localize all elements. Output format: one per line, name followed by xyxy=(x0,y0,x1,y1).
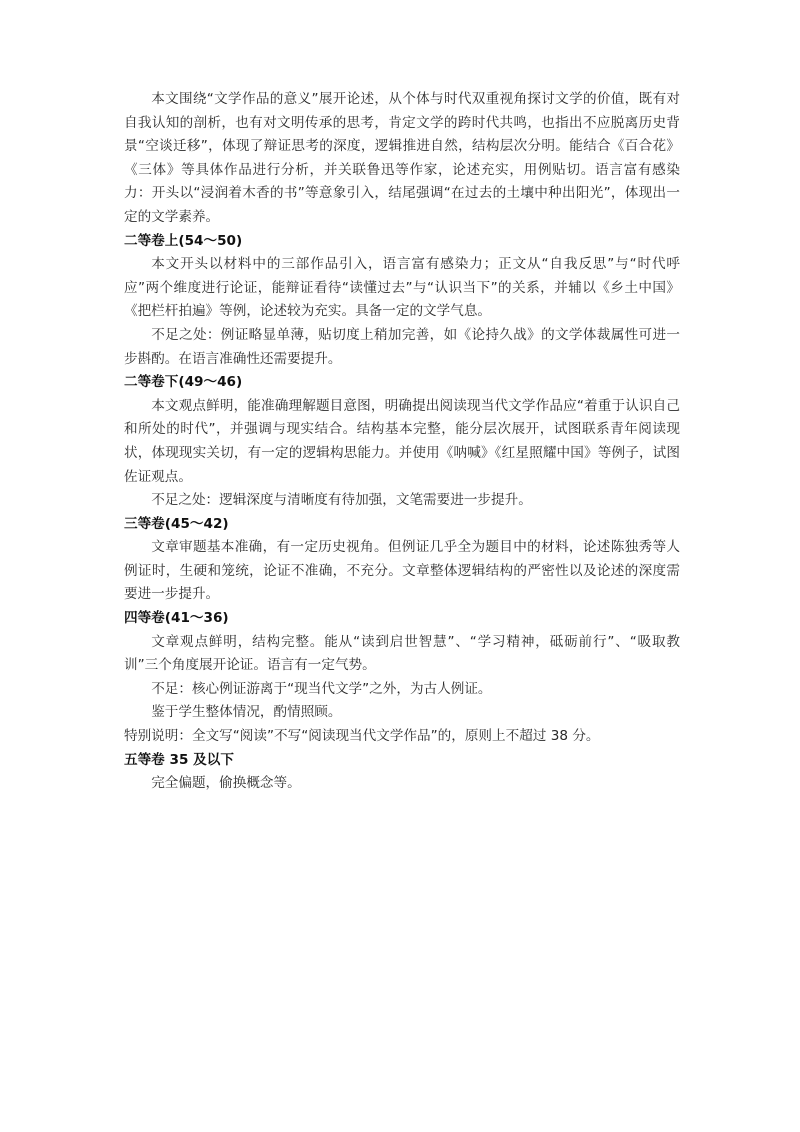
section-paragraph: 本文开头以材料中的三部作品引入，语言富有感染力；正文从“自我反思”与“时代呼应”两个维度进行论证，能辩证看待“读懂过去”与“认识当下”的关系，并辅以《乡土中国》《把栏杆拍遍》等例，论述较为充实。具备一定的文学气息。 xyxy=(124,256,680,320)
section-paragraph: 文章审题基本准确，有一定历史视角。但例证几乎全为题目中的材料，论述陈独秀等人例证时，生硬和笼统，论证不准确，不充分。文章整体逻辑结构的严密性以及论述的深度需要进一步提升。 xyxy=(124,539,680,603)
special-note: 特别说明：全文写“阅读”不写“阅读现当代文学作品”的，原则上不超过 38 分。 xyxy=(124,728,600,745)
intro-paragraph: 本文围绕“文学作品的意义”展开论述，从个体与时代双重视角探讨文学的价值，既有对自我认知的剖析，也有对文明传承的思考，肯定文学的跨时代共鸣，也指出不应脱离历史背景“空谈迁移”，体现了辩证思考的深度，逻辑推进自然，结构层次分明。能结合《百合花》《三体》等具体作品进行分析，并关联鲁迅等作家，论述充实，用例贴切。语言富有感染力：开头以“浸润着木香的书”等意象引入，结尾强调“在过去的土壤中种出阳光”，体现出一定的文学素养。 xyxy=(124,91,680,225)
section-paragraph: 不足之处：例证略显单薄，贴切度上稍加完善，如《论持久战》的文学体裁属性可进一步斟酌。在语言准确性还需要提升。 xyxy=(124,326,680,367)
section-heading: 五等卷 35 及以下 xyxy=(124,751,234,768)
grading-document xyxy=(124,88,680,796)
section-fifth xyxy=(124,749,680,796)
section-heading: 四等卷(41～36) xyxy=(124,610,229,627)
section-paragraph: 不足：核心例证游离于“现当代文学”之外，为古人例证。 xyxy=(151,680,492,697)
section-paragraph: 文章观点鲜明，结构完整。能从“读到启世智慧”、“学习精神，砥砺前行”、“吸取教训”三个角度展开论证。语言有一定气势。 xyxy=(124,633,680,674)
section-fourth xyxy=(124,607,680,725)
section-paragraph: 本文观点鲜明，能准确理解题目意图，明确提出阅读现当代文学作品应“着重于认识自己和所处的时代”，并强调与现实结合。结构基本完整，能分层次展开，试图联系青年阅读现状，体现现实关切，有一定的逻辑构思能力。并使用《呐喊》《红星照耀中国》等例子，试图佐证观点。 xyxy=(124,397,680,485)
section-second-lower xyxy=(124,371,680,513)
section-paragraph: 鉴于学生整体情况，酌情照顾。 xyxy=(151,704,342,721)
section-second-upper xyxy=(124,230,680,372)
section-heading: 二等卷上(54～50) xyxy=(124,232,243,249)
section-third xyxy=(124,513,680,607)
section-paragraph: 完全偏题，偷换概念等。 xyxy=(151,775,301,792)
section-paragraph: 不足之处：逻辑深度与清晰度有待加强，文笔需要进一步提升。 xyxy=(151,492,532,509)
section-heading: 二等卷下(49～46) xyxy=(124,374,243,391)
section-heading: 三等卷(45～42) xyxy=(124,515,229,532)
